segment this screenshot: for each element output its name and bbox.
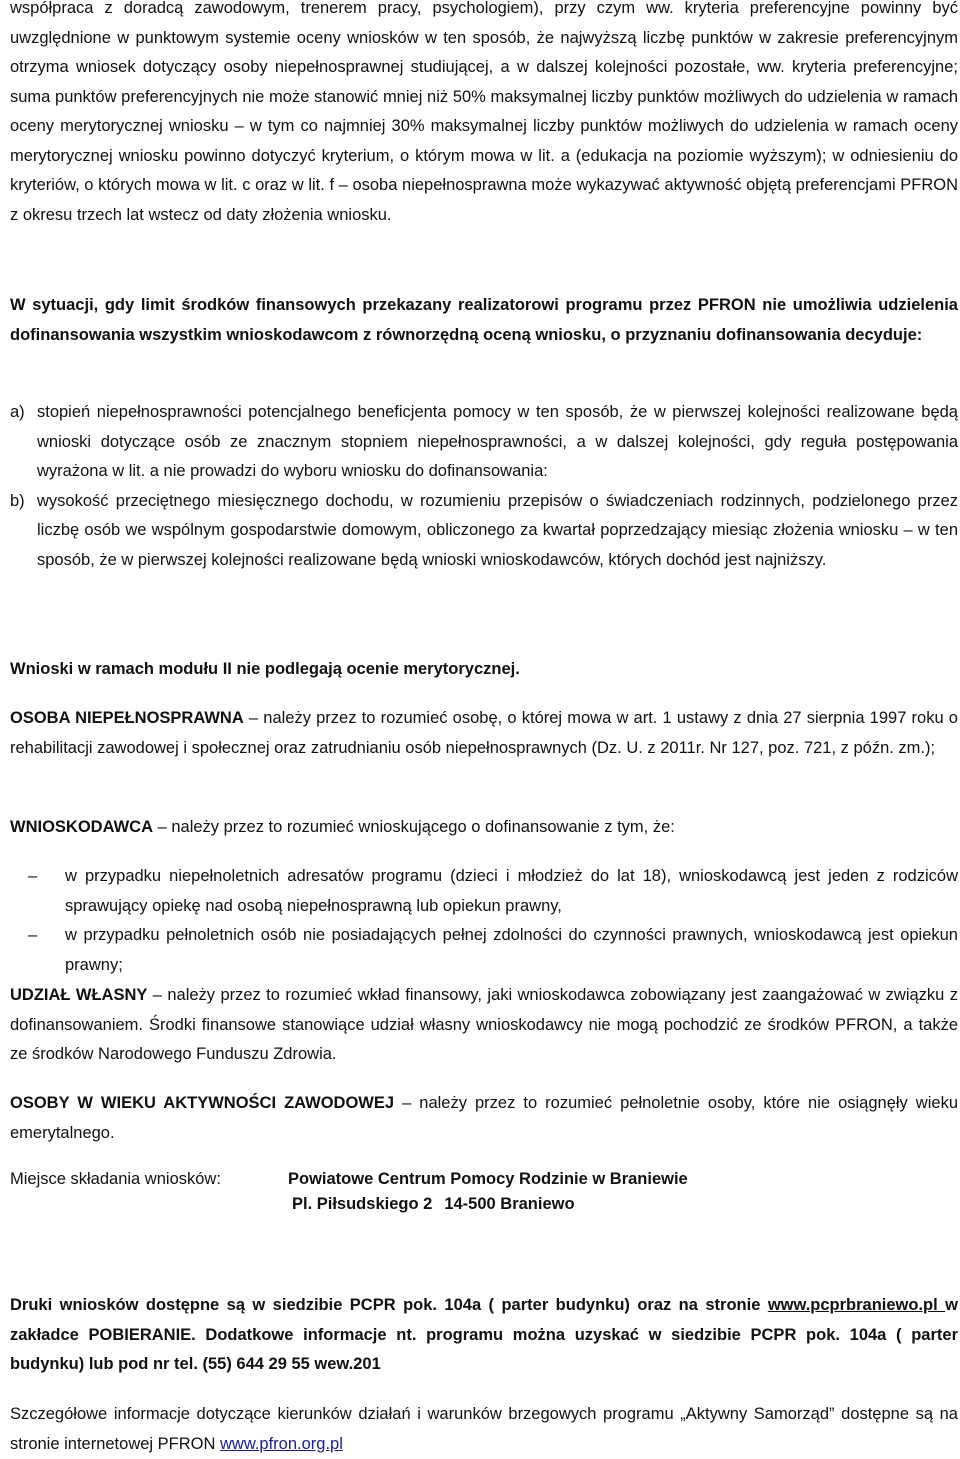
definition-text: – należy przez to rozumieć wnioskującego o dofinansowanie z tym, że: [153,818,675,836]
definition-working-age [10,1089,958,1148]
pcpr-website-link[interactable]: www.pcprbraniewo.pl [767,1296,946,1314]
criterion-b [10,487,958,576]
module2-note: Wnioski w ramach modułu II nie podlegają ocenie merytorycznej. [10,660,520,678]
criterion-text: wysokość przeciętnego miesięcznego dochodu, w rozumieniu przepisów o świadczeniach rodzinnych, podzielonego przez liczbę osób we wspólnym gospodarstwie domowym, obliczonego za kwartał poprzedzający miesiąc złożenia wniosku – w ten sposób, że w pierwszej kolejności realizowane będą wnioski wnioskodawców, których dochód jest najniższy. [37,491,958,569]
intro-paragraph: współpraca z doradcą zawodowym, trenerem pracy, psychologiem), przy czym ww. kryteria preferencyjne powinny być uwzględnione w punktowym systemie oceny wniosków w ten sposób, że najwyższą liczbę punktów w zakresie preferencyjnym otrzyma wniosek dotyczący osoby niepełnosprawnej studiującej, a w dalszej kolejności pozostałe, ww. kryteria preferencyjne; suma punktów preferencyjnych nie może stanowić mniej niż 50% maksymalnej liczby punktów możliwych do udzielenia w ramach oceny merytorycznej wniosku – w tym co najmniej 30% maksymalnej liczby punktów możliwych do udzielenia w ramach oceny merytorycznej wniosku powinno dotyczyć kryterium, o którym mowa w lit. a (edukacja na poziomie wyższym); w odniesieniu do kryteriów, o których mowa w lit. c oraz w lit. f – osoba niepełnosprawna może wykazywać aktywność objętą preferencjami PFRON z okresu trzech lat wstecz od daty złożenia wniosku. [10,0,958,224]
criterion-a [10,398,958,487]
forms-text-1: Druki wniosków dostępne są w siedzibie PCPR pok. 104a ( parter budynku) oraz na stronie [10,1296,768,1314]
submission-street: Pl. Piłsudskiego 2 [292,1195,433,1213]
submission-address [292,1190,575,1220]
footer-text: Szczegółowe informacje dotyczące kierunków działań i warunków brzegowych programu „Aktywny Samorząd” dostępne są na stronie internetowej PFRON [10,1405,958,1453]
list-item-text: w przypadku pełnoletnich osób nie posiadających pełnej zdolności do czynności prawnych, wnioskodawcą jest opiekun prawny; [65,926,958,974]
submission-label: Miejsce składania wniosków: [10,1170,221,1188]
dash-marker: – [28,926,38,944]
limit-rule-paragraph: W sytuacji, gdy limit środków finansowych przekazany realizatorowi programu przez PFRON nie umożliwia udzielenia dofinansowania wszystkim wnioskodawcom z równorzędną oceną wniosku, o przyznaniu dofinansowania decyduje: [10,296,958,344]
list-item-text: w przypadku niepełnoletnich adresatów programu (dzieci i młodzież do lat 18), wnioskodawcą jest jeden z rodziców sprawujący opiekę nad osobą niepełnosprawną lub opiekun prawny, [65,867,958,915]
list-item [10,921,958,980]
definition-term: WNIOSKODAWCA [10,818,153,836]
definition-text: – należy przez to rozumieć wkład finansowy, jaki wnioskodawca zobowiązany jest zaangażować w związku z dofinansowaniem. Środki finansowe stanowiące udział własny wnioskodawcy nie mogą pochodzić ze środków PFRON, a także ze środków Narodowego Funduszu Zdrowia. [10,986,958,1063]
criterion-marker: a) [10,403,25,421]
pfron-website-link[interactable]: www.pfron.org.pl [220,1434,343,1453]
definition-text: – należy przez to rozumieć osobę, o której mowa w art. 1 ustawy z dnia 27 sierpnia 1997 roku o rehabilitacji zawodowej i społecznej oraz zatrudnianiu osób niepełnosprawnych (Dz. U. z 2011r. Nr 127, poz. 721, z późn. zm.); [10,709,958,757]
footer-paragraph [10,1400,958,1459]
criterion-text: stopień niepełnosprawności potencjalnego beneficjenta pomocy w ten sposób, że w pierwszej kolejności realizowane będą wnioski dotyczące osób ze znacznym stopniem niepełnosprawności, a w dalszej kolejności, gdy reguła postępowania wyrażona w lit. a nie prowadzi do wyboru wniosku do dofinansowania: [37,403,958,480]
definition-term: OSOBA NIEPEŁNOSPRAWNA [10,709,244,727]
submission-institution: Powiatowe Centrum Pomocy Rodzinie w Braniewie [288,1170,688,1188]
criteria-list [10,398,958,575]
definition-term: OSOBY W WIEKU AKTYWNOŚCI ZAWODOWEJ [10,1094,395,1112]
forms-availability-paragraph [10,1291,958,1380]
dash-marker: – [28,867,38,885]
criterion-marker: b) [10,491,25,510]
forms-text-2: w zakładce POBIERANIE. Dodatkowe informacje nt. programu można uzyskać w siedzibie PCPR pok. 104a ( parter budynku) lub pod nr tel. (55) 644 29 55 wew.201 [10,1296,958,1373]
definition-disabled-person [10,704,958,763]
submission-postal: 14-500 Braniewo [444,1195,575,1213]
definition-own-share [10,981,958,1070]
applicant-conditions-list [10,862,958,980]
definition-applicant [10,813,958,843]
definition-text: – należy przez to rozumieć pełnoletnie osoby, które nie osiągnęły wieku emerytalnego. [10,1094,958,1142]
list-item [10,862,958,921]
definition-term: UDZIAŁ WŁASNY [10,986,148,1004]
